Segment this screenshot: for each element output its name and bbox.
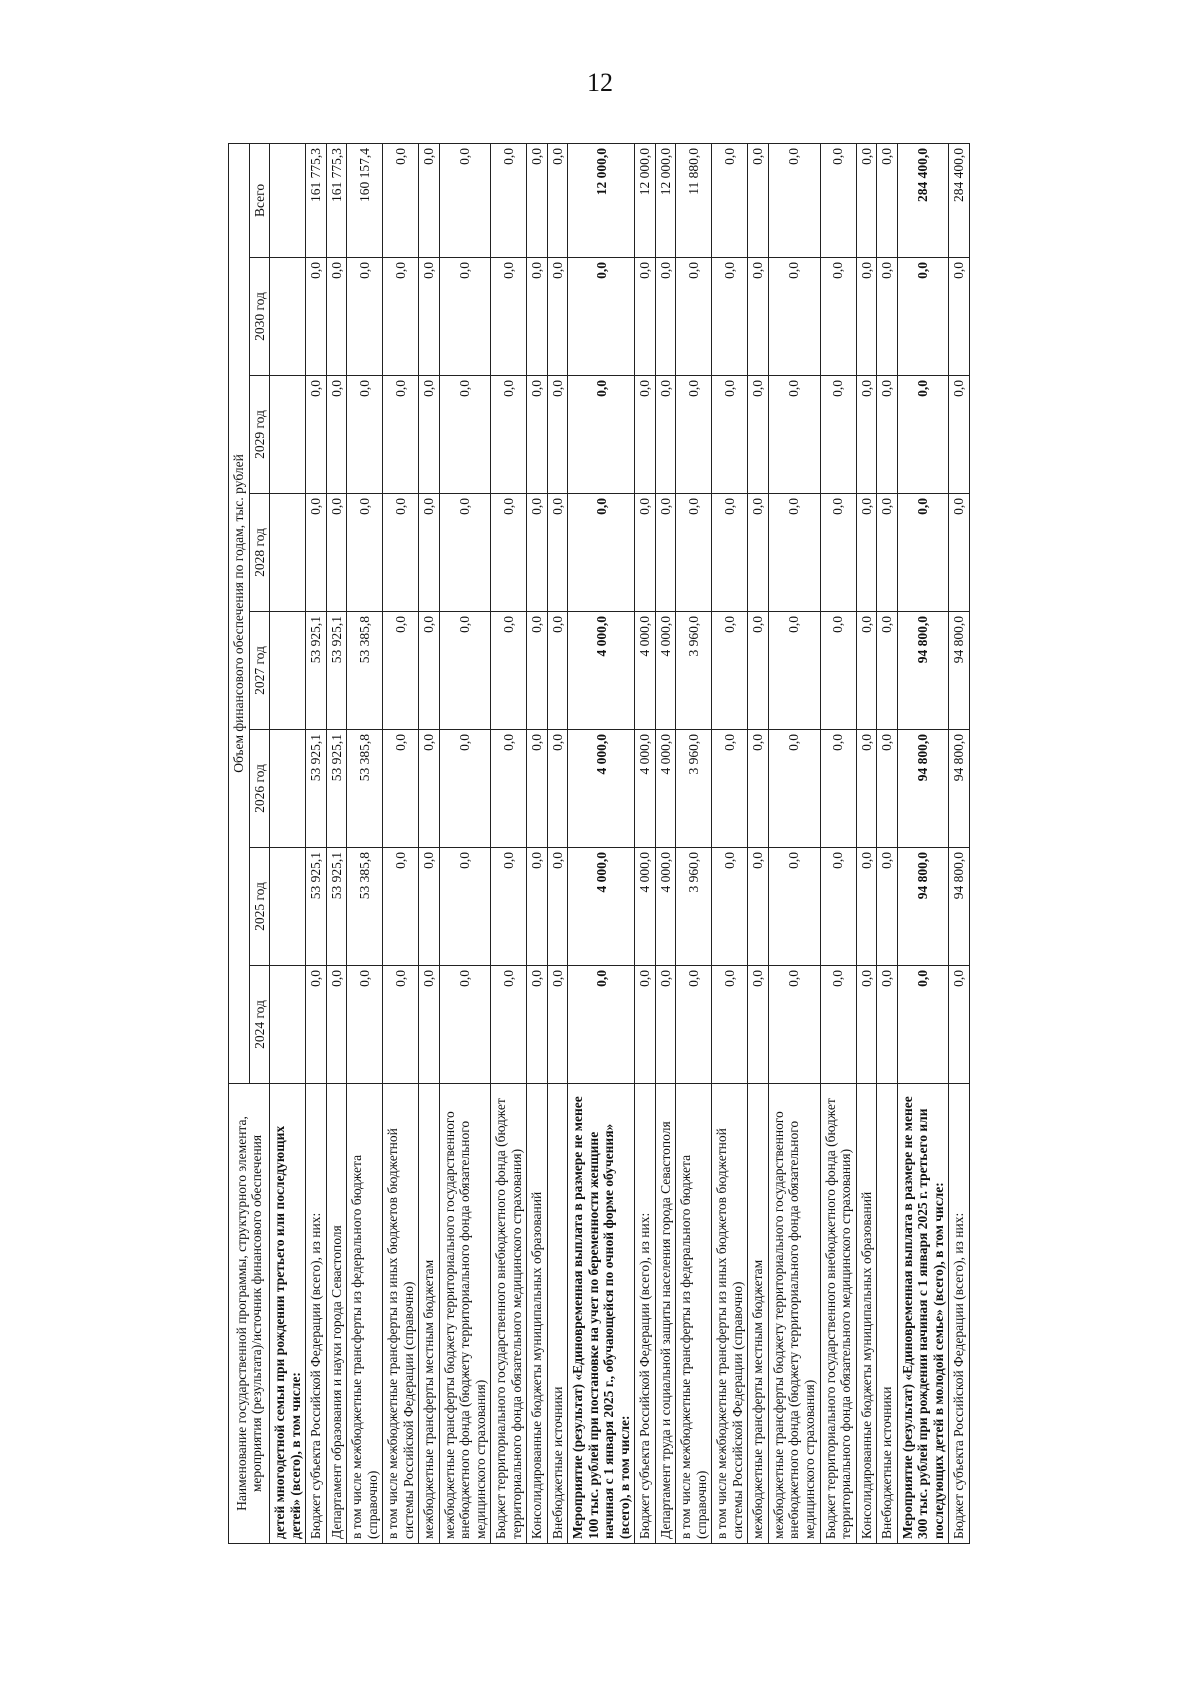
row-value: 0,0 [306, 258, 327, 376]
table-row [326, 143, 347, 1543]
row-value: 0,0 [439, 730, 491, 848]
row-value: 0,0 [547, 376, 568, 494]
row-value: 0,0 [655, 966, 676, 1084]
row-value: 94 800,0 [897, 848, 949, 966]
row-value: 0,0 [949, 494, 970, 612]
row-value: 0,0 [949, 258, 970, 376]
row-value [270, 612, 306, 730]
row-value: 3 960,0 [676, 848, 712, 966]
row-value: 0,0 [419, 612, 440, 730]
row-value: 53 925,1 [326, 730, 347, 848]
row-value: 0,0 [856, 143, 877, 257]
row-value: 0,0 [768, 494, 820, 612]
row-name: в том числе межбюджетные трансферты из иных бюджетов бюджетной системы Российской Федерации (справочно) [712, 1084, 748, 1544]
row-value: 0,0 [655, 494, 676, 612]
row-value: 0,0 [547, 494, 568, 612]
row-name: Внебюджетные источники [877, 1084, 898, 1544]
row-value: 0,0 [527, 612, 548, 730]
row-value: 4 000,0 [635, 848, 656, 966]
table-row [712, 143, 748, 1543]
row-value: 0,0 [347, 494, 383, 612]
row-value: 4 000,0 [568, 612, 635, 730]
header-year: 2024 год [249, 966, 270, 1084]
row-value: 0,0 [527, 143, 548, 257]
row-value: 0,0 [877, 966, 898, 1084]
row-value: 0,0 [306, 494, 327, 612]
row-name: в том числе межбюджетные трансферты из федерального бюджета (справочно) [347, 1084, 383, 1544]
row-value: 0,0 [768, 612, 820, 730]
row-value: 0,0 [856, 612, 877, 730]
row-name: межбюджетные трансферты местным бюджетам [419, 1084, 440, 1544]
row-value: 0,0 [877, 848, 898, 966]
row-value: 0,0 [491, 143, 527, 257]
row-value: 0,0 [877, 612, 898, 730]
row-value: 0,0 [568, 376, 635, 494]
row-value: 0,0 [748, 143, 769, 257]
row-value: 53 925,1 [326, 612, 347, 730]
row-value: 0,0 [897, 966, 949, 1084]
row-value: 0,0 [768, 848, 820, 966]
row-value: 0,0 [676, 376, 712, 494]
row-value: 0,0 [856, 494, 877, 612]
row-value: 53 925,1 [326, 848, 347, 966]
row-value [270, 258, 306, 376]
table-row [949, 143, 970, 1543]
row-value: 0,0 [877, 143, 898, 257]
row-value: 0,0 [768, 966, 820, 1084]
row-value [270, 376, 306, 494]
row-name: межбюджетные трансферты бюджету территориального государственного внебюджетного фонда (бюджету территориального фонда обязательного медицинского страхования) [439, 1084, 491, 1544]
row-value: 4 000,0 [655, 730, 676, 848]
row-value: 12 000,0 [568, 143, 635, 257]
row-value: 12 000,0 [635, 143, 656, 257]
row-name: детей многодетной семьи при рождении третьего или последующих детей» (всего), в том числе: [270, 1084, 306, 1544]
row-value: 0,0 [419, 730, 440, 848]
row-value [270, 730, 306, 848]
table-row [270, 143, 306, 1543]
row-value: 0,0 [383, 143, 419, 257]
row-value: 0,0 [712, 376, 748, 494]
row-name: Мероприятие (результат) «Единовременная выплата в размере не менее 100 тыс. рублей при постановке на учет по беременности женщине начиная с 1 января 2025 г., обучающейся по очной форме обучения» (всего), в том числе: [568, 1084, 635, 1544]
row-value: 0,0 [635, 376, 656, 494]
row-value: 0,0 [383, 494, 419, 612]
row-value: 0,0 [676, 258, 712, 376]
row-value: 0,0 [655, 258, 676, 376]
table-row [748, 143, 769, 1543]
row-name: межбюджетные трансферты бюджету территориального государственного внебюджетного фонда (бюджету территориального фонда обязательного медицинского страхования) [768, 1084, 820, 1544]
table-body [270, 143, 970, 1543]
row-value: 4 000,0 [655, 612, 676, 730]
row-value: 0,0 [748, 376, 769, 494]
row-value: 0,0 [547, 612, 568, 730]
row-value: 0,0 [676, 966, 712, 1084]
row-value: 0,0 [419, 848, 440, 966]
row-value [270, 848, 306, 966]
row-value: 0,0 [712, 730, 748, 848]
row-value: 0,0 [527, 848, 548, 966]
row-value: 0,0 [547, 143, 568, 257]
financing-table [228, 143, 970, 1544]
row-value: 53 385,8 [347, 730, 383, 848]
row-value: 0,0 [568, 494, 635, 612]
row-value: 4 000,0 [635, 730, 656, 848]
row-value: 0,0 [712, 143, 748, 257]
row-value: 53 925,1 [306, 612, 327, 730]
row-name: в том числе межбюджетные трансферты из федерального бюджета (справочно) [676, 1084, 712, 1544]
header-year: 2025 год [249, 848, 270, 966]
row-value: 94 800,0 [949, 848, 970, 966]
row-value: 94 800,0 [949, 612, 970, 730]
row-value: 0,0 [491, 494, 527, 612]
row-value: 3 960,0 [676, 730, 712, 848]
row-value: 53 385,8 [347, 612, 383, 730]
row-value: 0,0 [527, 730, 548, 848]
table-row [547, 143, 568, 1543]
row-value: 0,0 [547, 730, 568, 848]
table-row [568, 143, 635, 1543]
row-value: 0,0 [439, 143, 491, 257]
header-year: 2030 год [249, 258, 270, 376]
row-value: 0,0 [712, 258, 748, 376]
row-value: 0,0 [897, 258, 949, 376]
row-value: 0,0 [877, 376, 898, 494]
table-row [877, 143, 898, 1543]
page-number: 12 [587, 68, 613, 97]
row-value: 0,0 [383, 730, 419, 848]
header-group: Объем финансового обеспечения по годам, тыс. рублей [229, 143, 250, 1083]
row-value: 53 385,8 [347, 848, 383, 966]
row-value: 4 000,0 [568, 730, 635, 848]
row-value: 0,0 [491, 848, 527, 966]
row-value: 53 925,1 [306, 730, 327, 848]
row-value: 0,0 [383, 612, 419, 730]
row-name: Консолидированные бюджеты муниципальных образований [527, 1084, 548, 1544]
row-value: 0,0 [820, 612, 856, 730]
header-total: Всего [249, 143, 270, 257]
row-name: Бюджет территориального государственного внебюджетного фонда (бюджет территориального фонда обязательного медицинского страхования) [491, 1084, 527, 1544]
row-name: Мероприятие (результат) «Единовременная выплата в размере не менее 300 тыс. рублей при рождении начиная с 1 января 2025 г. третьего или последующих детей в молодой семье» (всего), в том числе: [897, 1084, 949, 1544]
header-row-1 [229, 143, 250, 1543]
row-value: 0,0 [527, 966, 548, 1084]
row-value: 0,0 [712, 966, 748, 1084]
row-value: 0,0 [439, 376, 491, 494]
header-year: 2028 год [249, 494, 270, 612]
row-value: 0,0 [491, 612, 527, 730]
row-value: 0,0 [383, 966, 419, 1084]
row-value [270, 966, 306, 1084]
row-value: 0,0 [820, 966, 856, 1084]
row-value: 0,0 [419, 494, 440, 612]
row-value: 284 400,0 [897, 143, 949, 257]
table-row [439, 143, 491, 1543]
table-row [419, 143, 440, 1543]
row-name: в том числе межбюджетные трансферты из иных бюджетов бюджетной системы Российской Федерации (справочно) [383, 1084, 419, 1544]
row-value: 160 157,4 [347, 143, 383, 257]
row-value: 0,0 [712, 612, 748, 730]
row-value: 0,0 [748, 848, 769, 966]
row-value: 0,0 [635, 966, 656, 1084]
row-value: 0,0 [856, 376, 877, 494]
row-value: 94 800,0 [949, 730, 970, 848]
row-value: 0,0 [748, 966, 769, 1084]
row-value: 0,0 [306, 376, 327, 494]
row-value: 0,0 [547, 848, 568, 966]
row-name: Бюджет территориального государственного внебюджетного фонда (бюджет территориального фонда обязательного медицинского страхования) [820, 1084, 856, 1544]
row-value: 0,0 [439, 966, 491, 1084]
row-value: 0,0 [712, 494, 748, 612]
row-value: 0,0 [347, 966, 383, 1084]
row-value: 0,0 [820, 376, 856, 494]
row-value: 0,0 [856, 848, 877, 966]
row-name: Бюджет субъекта Российской Федерации (всего), из них: [635, 1084, 656, 1544]
row-value: 0,0 [856, 258, 877, 376]
table-row [383, 143, 419, 1543]
row-value: 0,0 [491, 258, 527, 376]
header-year: 2029 год [249, 376, 270, 494]
table-row [768, 143, 820, 1543]
row-value: 0,0 [568, 258, 635, 376]
row-value: 0,0 [635, 258, 656, 376]
table-row [820, 143, 856, 1543]
row-value: 0,0 [439, 612, 491, 730]
table-row [856, 143, 877, 1543]
row-value: 0,0 [419, 376, 440, 494]
row-value: 0,0 [820, 730, 856, 848]
row-value: 4 000,0 [655, 848, 676, 966]
row-value: 0,0 [547, 258, 568, 376]
row-value: 0,0 [856, 966, 877, 1084]
row-value: 0,0 [347, 376, 383, 494]
row-name: Бюджет субъекта Российской Федерации (всего), из них: [949, 1084, 970, 1544]
table-row [347, 143, 383, 1543]
header-year: 2027 год [249, 612, 270, 730]
row-value: 0,0 [419, 143, 440, 257]
table-row [527, 143, 548, 1543]
row-value: 11 880,0 [676, 143, 712, 257]
row-value: 3 960,0 [676, 612, 712, 730]
row-value: 284 400,0 [949, 143, 970, 257]
row-value: 0,0 [547, 966, 568, 1084]
row-value: 94 800,0 [897, 612, 949, 730]
rotated-table-container [228, 147, 1098, 1544]
row-value: 0,0 [491, 376, 527, 494]
table-row [676, 143, 712, 1543]
row-value: 0,0 [439, 494, 491, 612]
row-value: 0,0 [877, 494, 898, 612]
row-value: 0,0 [856, 730, 877, 848]
row-value: 0,0 [419, 966, 440, 1084]
row-value: 161 775,3 [306, 143, 327, 257]
row-value: 0,0 [748, 730, 769, 848]
row-value: 0,0 [768, 143, 820, 257]
row-value: 0,0 [877, 258, 898, 376]
table-row [897, 143, 949, 1543]
row-value: 0,0 [676, 494, 712, 612]
row-name: межбюджетные трансферты местным бюджетам [748, 1084, 769, 1544]
table-row [491, 143, 527, 1543]
row-value: 0,0 [326, 494, 347, 612]
row-value: 161 775,3 [326, 143, 347, 257]
row-value: 0,0 [748, 494, 769, 612]
row-value: 0,0 [768, 730, 820, 848]
row-value: 0,0 [491, 966, 527, 1084]
row-value: 0,0 [748, 612, 769, 730]
row-value: 0,0 [712, 848, 748, 966]
header-name-col: Наименование государственной программы, структурного элемента, мероприятия (результата)/источник финансового обеспечения [229, 1084, 270, 1544]
row-value: 0,0 [655, 376, 676, 494]
row-value: 0,0 [491, 730, 527, 848]
row-value: 0,0 [897, 376, 949, 494]
row-name: Департамент труда и социальной защиты населения города Севастополя [655, 1084, 676, 1544]
row-value: 4 000,0 [568, 848, 635, 966]
row-name: Внебюджетные источники [547, 1084, 568, 1544]
row-value: 0,0 [326, 258, 347, 376]
row-value: 0,0 [439, 258, 491, 376]
row-value: 0,0 [419, 258, 440, 376]
row-value: 0,0 [383, 848, 419, 966]
row-value [270, 143, 306, 257]
row-value: 0,0 [949, 376, 970, 494]
row-value: 0,0 [383, 376, 419, 494]
row-value: 0,0 [439, 848, 491, 966]
row-value [270, 494, 306, 612]
table-row [635, 143, 656, 1543]
row-value: 0,0 [326, 966, 347, 1084]
row-value: 0,0 [768, 258, 820, 376]
row-value: 94 800,0 [897, 730, 949, 848]
row-value: 0,0 [635, 494, 656, 612]
row-value: 0,0 [820, 848, 856, 966]
row-value: 12 000,0 [655, 143, 676, 257]
table-row [306, 143, 327, 1543]
row-name: Бюджет субъекта Российской Федерации (всего), из них: [306, 1084, 327, 1544]
row-value: 0,0 [527, 258, 548, 376]
row-value: 53 925,1 [306, 848, 327, 966]
row-value: 0,0 [897, 494, 949, 612]
row-value: 0,0 [949, 966, 970, 1084]
row-value: 0,0 [527, 494, 548, 612]
row-value: 0,0 [820, 258, 856, 376]
header-year: 2026 год [249, 730, 270, 848]
row-value: 0,0 [527, 376, 548, 494]
row-value: 0,0 [768, 376, 820, 494]
row-value: 0,0 [326, 376, 347, 494]
row-name: Консолидированные бюджеты муниципальных образований [856, 1084, 877, 1544]
row-value: 0,0 [383, 258, 419, 376]
row-name: Департамент образования и науки города Севастополя [326, 1084, 347, 1544]
table-row [655, 143, 676, 1543]
row-value: 0,0 [347, 258, 383, 376]
row-value: 0,0 [877, 730, 898, 848]
row-value: 0,0 [820, 494, 856, 612]
row-value: 0,0 [306, 966, 327, 1084]
row-value: 4 000,0 [635, 612, 656, 730]
row-value: 0,0 [568, 966, 635, 1084]
row-value: 0,0 [820, 143, 856, 257]
row-value: 0,0 [748, 258, 769, 376]
